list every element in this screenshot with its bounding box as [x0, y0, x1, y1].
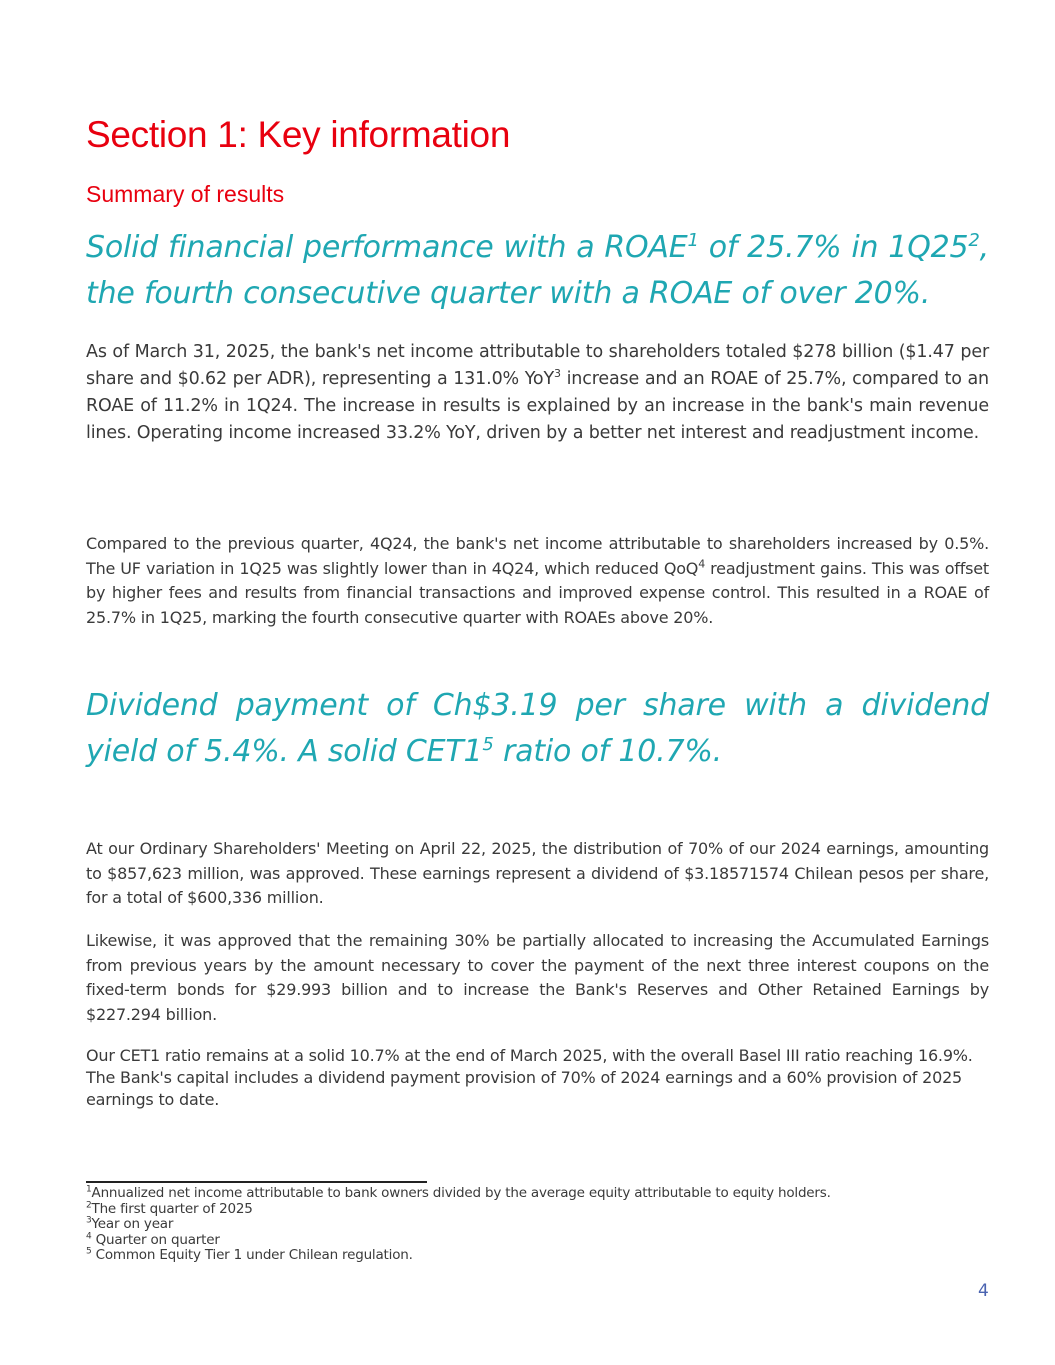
headline-roae: [86, 225, 989, 317]
footnote-2: [86, 1202, 989, 1218]
headline-dividend-text-2: ratio of 10.7%.: [493, 734, 723, 769]
paragraph-allocation: Likewise, it was approved that the remaining 30% be partially allocated to increasing the Accumulated Earnings from previous years by the amount necessary to cover the payment of the next three interest coupons on the fixed-term bonds for $29.993 billion and to increase the Bank's Reserves and Other Retained Earnings by $227.294 billion.: [86, 931, 989, 1024]
section-title: Section 1: Key information: [86, 114, 511, 155]
paragraph-quarter-comparison-text-2: readjustment gains. This was offset by higher fees and results from financial transactions and improved expense control. This resulted in a ROAE of 25.7% in 1Q25, marking the fourth consecutive quarter with ROAEs above 20%.: [86, 558, 989, 627]
footnote-mark: 2: [86, 1200, 92, 1211]
headline-roae-text-1: Solid financial performance with a ROAE: [86, 230, 688, 265]
footnote-ref-4: 4: [698, 557, 706, 571]
footnote-3: [86, 1217, 989, 1233]
footnote-text: Annualized net income attributable to bank owners divided by the average equity attributable to equity holders.: [91, 1185, 831, 1201]
headline-dividend: [86, 683, 989, 775]
footnote-mark: 3: [86, 1215, 92, 1226]
footnote-text: Common Equity Tier 1 under Chilean regulation.: [91, 1247, 413, 1264]
paragraph-quarter-comparison: [86, 532, 989, 630]
footnote-mark: 5: [86, 1246, 92, 1257]
paragraph-quarter-comparison-text-1: Compared to the previous quarter, 4Q24, the bank's net income attributable to shareholders increased by 0.5%. The UF variation in 1Q25 was slightly lower than in 4Q24, which reduced QoQ: [86, 534, 989, 578]
headline-roae-text-3: , the fourth consecutive quarter with a ROAE of over 20%.: [86, 230, 989, 311]
footnote-text: Year on year: [91, 1216, 174, 1233]
paragraph-cet1: Our CET1 ratio remains at a solid 10.7% at the end of March 2025, with the overall Basel III ratio reaching 16.9%. The Bank's capital includes a dividend payment provision of 70% of 2024 earnings and a 60% provision of 2025 earnings to date.: [86, 1046, 973, 1109]
footnote-mark: 4: [86, 1231, 92, 1242]
paragraph-net-income-text-1: As of March 31, 2025, the bank's net income attributable to shareholders totaled $278 billion ($1.47 per share and $0.62 per ADR), representing a 131.0% YoY: [86, 342, 989, 389]
footnote-text: Quarter on quarter: [91, 1231, 220, 1248]
footnote-text: The first quarter of 2025: [91, 1200, 253, 1217]
footnote-mark: 1: [86, 1184, 92, 1195]
footnotes: [86, 1186, 989, 1264]
footnote-ref-1: 1: [687, 230, 699, 251]
headline-roae-text-2: of 25.7% in 1Q25: [698, 230, 969, 265]
subsection-title: Summary of results: [86, 181, 285, 207]
footnote-5: [86, 1248, 989, 1264]
page-number: 4: [978, 1281, 989, 1301]
footnote-ref-2: 2: [968, 230, 980, 251]
footnote-1: [86, 1186, 989, 1202]
paragraph-net-income: [86, 339, 989, 447]
headline-dividend-text-1: Dividend payment of Ch$3.19 per share with a dividend yield of 5.4%. A solid CET1: [86, 688, 989, 769]
footnote-ref-5: 5: [482, 734, 494, 755]
footnote-ref-3: 3: [554, 367, 561, 381]
paragraph-shareholders-meeting: At our Ordinary Shareholders' Meeting on April 22, 2025, the distribution of 70% of our 2024 earnings, amounting to $857,623 million, was approved. These earnings represent a dividend of $3.18571574 Chilean pesos per share, for a total of $600,336 million.: [86, 839, 989, 907]
footnote-divider: [86, 1181, 427, 1183]
paragraph-net-income-text-2: increase and an ROAE of 25.7%, compared to an ROAE of 11.2% in 1Q24. The increase in results is explained by an increase in the bank's main revenue lines. Operating income increased 33.2% YoY, driven by a better net interest and readjustment income.: [86, 369, 989, 443]
